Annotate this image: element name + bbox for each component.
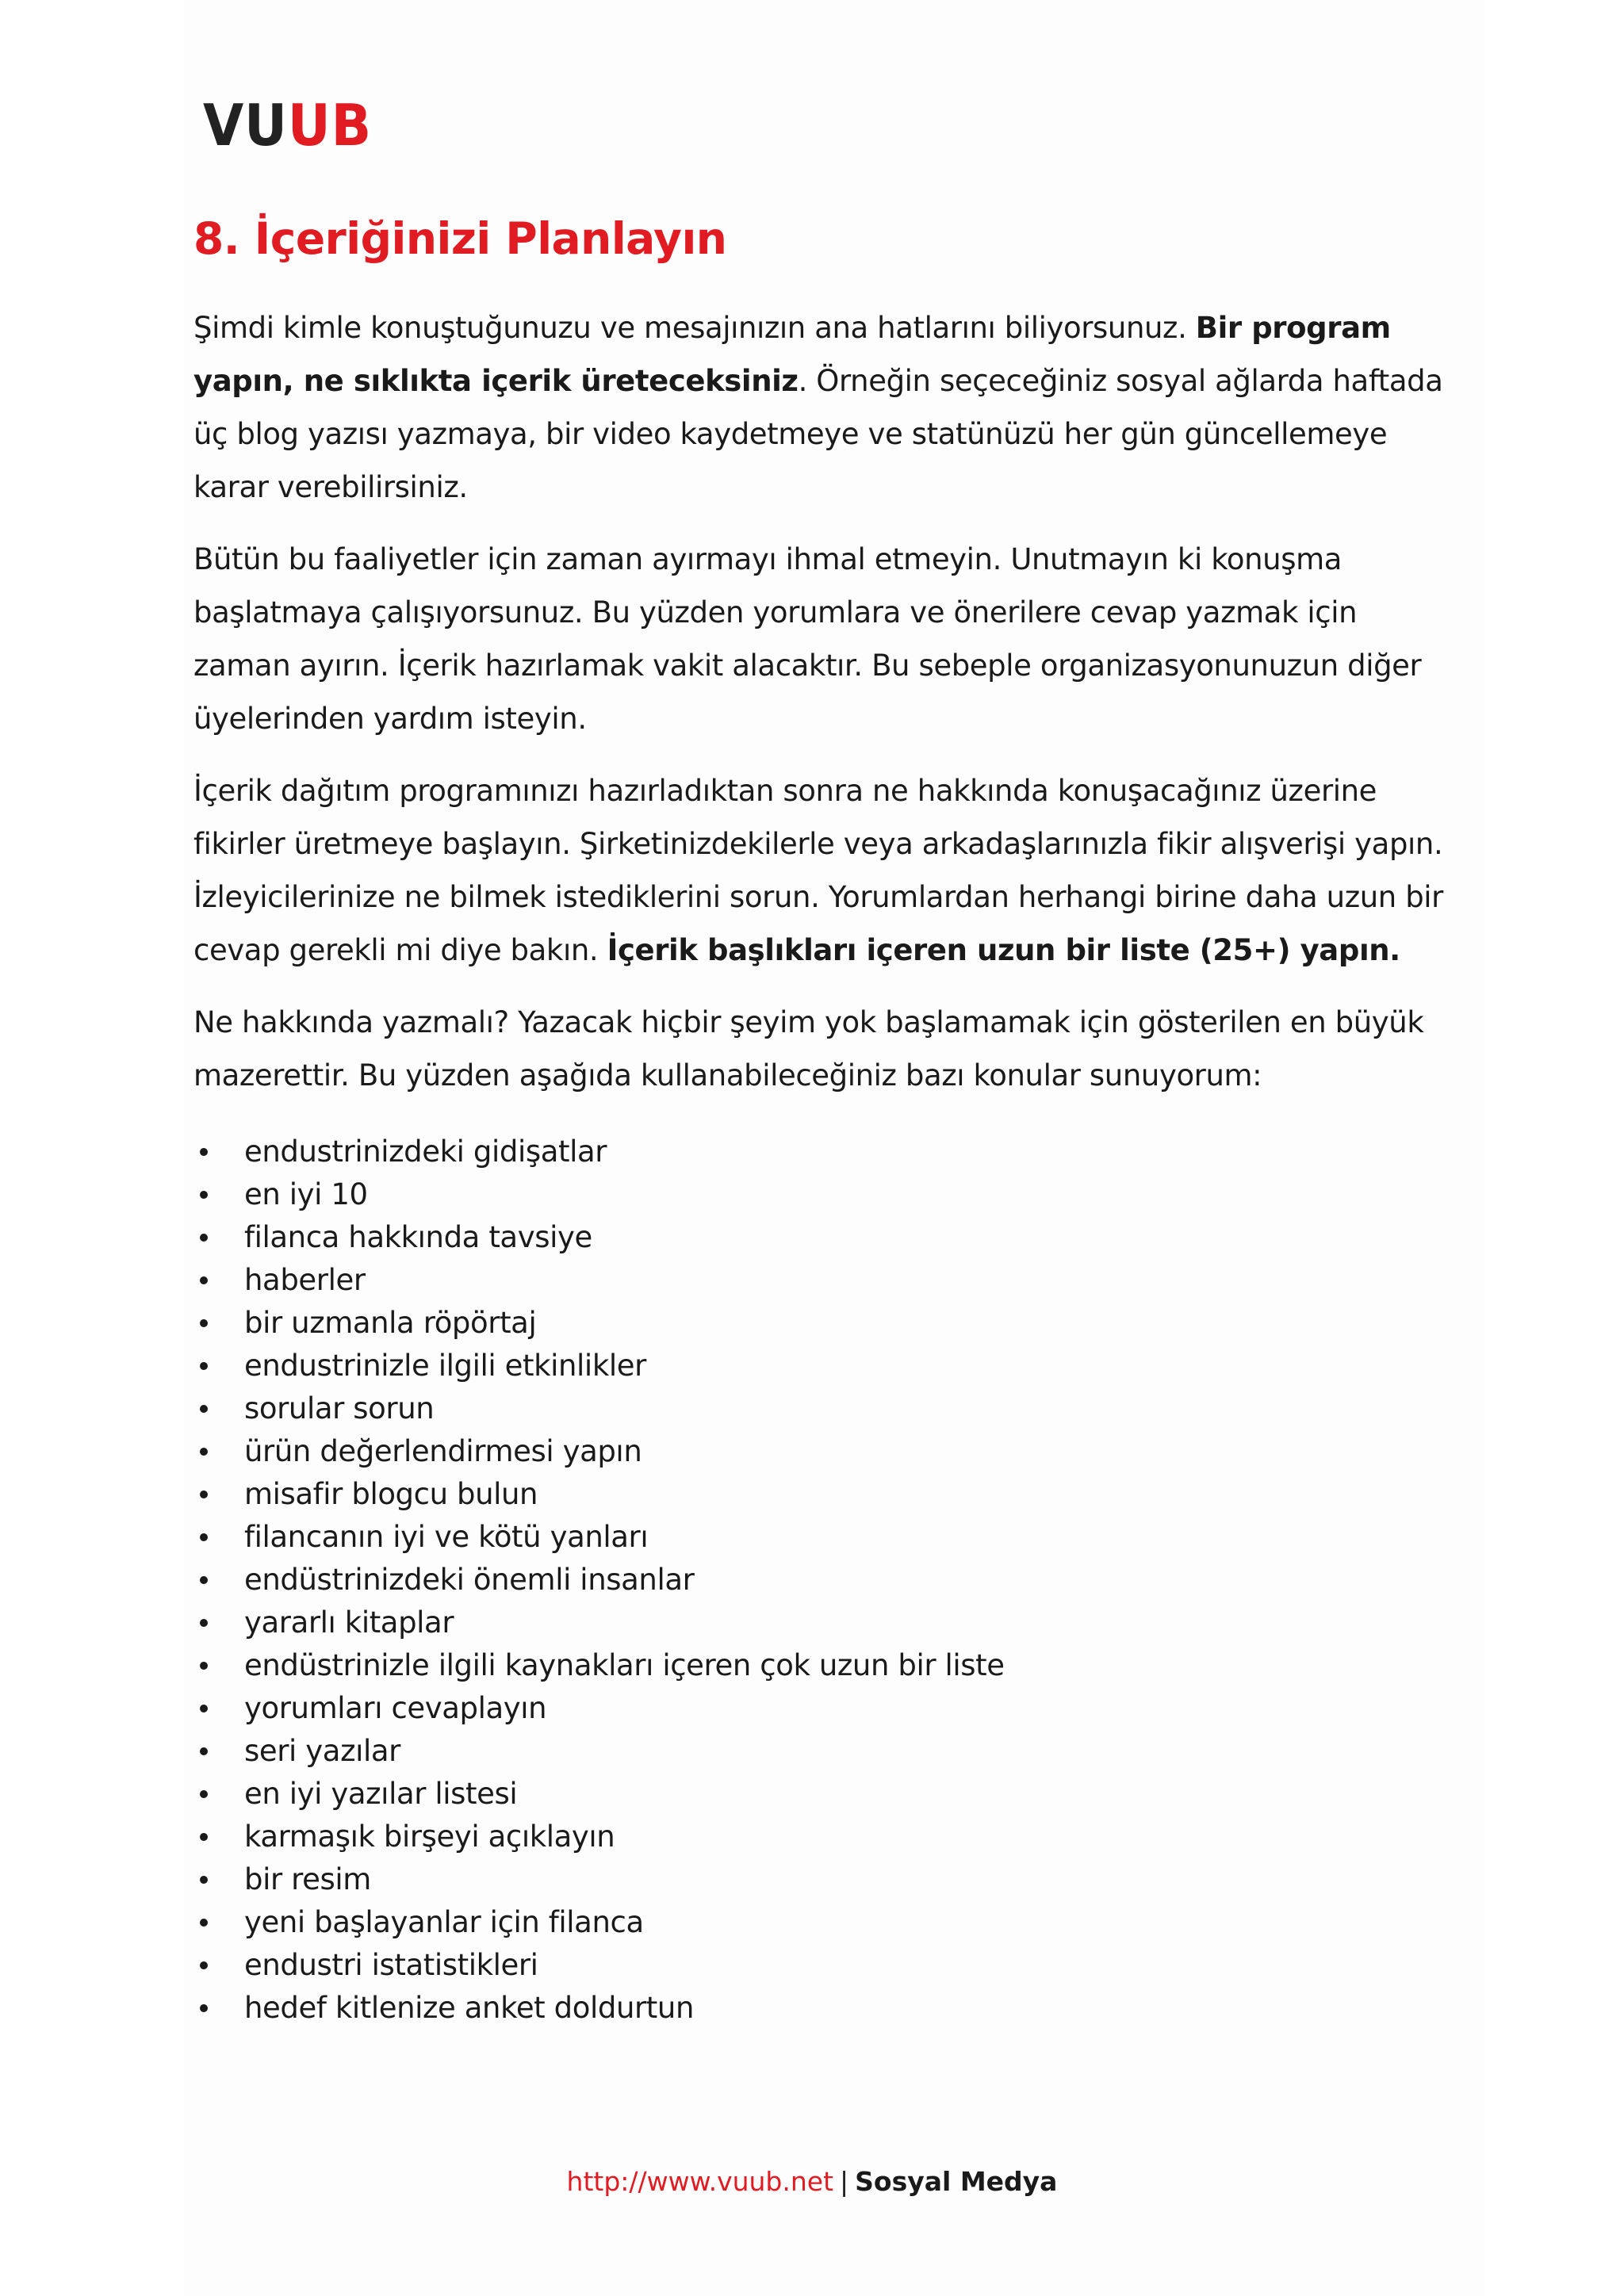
list-item — [193, 1601, 1446, 1644]
paragraph-time: Bütün bu faaliyetler için zaman ayırmayı ihmal etmeyin. Unutmayın ki konuşma başlatmaya çalışıyorsunuz. Bu yüzden yorumlara ve önerilere cevap yazmak için zaman ayırın. İçerik hazırlamak vakit alacaktır. Bu sebeple organizasyonunuzun diğer üyelerinden yardım isteyin. — [193, 542, 1422, 736]
paragraph-ideas — [193, 764, 1446, 977]
list-item — [193, 1473, 1446, 1516]
list-item-text: filanca hakkında tavsiye — [244, 1220, 592, 1254]
bullet-icon — [200, 1790, 208, 1798]
list-item-text: filancanın iyi ve kötü yanları — [244, 1520, 649, 1554]
list-item-text: sorular sorun — [244, 1391, 435, 1425]
list-item-text: endustrinizdeki gidişatlar — [244, 1135, 607, 1169]
list-item-text: en iyi yazılar listesi — [244, 1777, 518, 1811]
list-item — [193, 1559, 1446, 1601]
list-item — [193, 1216, 1446, 1259]
bullet-icon — [200, 1490, 208, 1498]
footer-section-title: Sosyal Medya — [855, 2166, 1058, 2197]
footer-separator: | — [840, 2166, 849, 2197]
list-item — [193, 1259, 1446, 1302]
bullet-icon — [200, 1747, 208, 1755]
list-item — [193, 1302, 1446, 1345]
paragraph-text: Şimdi kimle konuştuğunuzu ve mesajınızın ana hatlarını biliyorsunuz. — [193, 311, 1196, 345]
bullet-icon — [200, 1405, 208, 1413]
list-item-text: en iyi 10 — [244, 1177, 368, 1211]
list-item-text: yeni başlayanlar için filanca — [244, 1905, 644, 1939]
bullet-icon — [200, 1533, 208, 1541]
list-item — [193, 1687, 1446, 1730]
logo-red-part: UB — [287, 92, 373, 159]
logo-dark-part: VU — [203, 92, 288, 159]
bullet-icon — [200, 1448, 208, 1456]
bullet-icon — [200, 1876, 208, 1884]
bullet-icon — [200, 1362, 208, 1370]
bullet-icon — [200, 1576, 208, 1584]
list-item-text: misafir blogcu bulun — [244, 1477, 538, 1511]
list-item-text: hedef kitlenize anket doldurtun — [244, 1991, 695, 2025]
bullet-icon — [200, 1276, 208, 1284]
list-item — [193, 1387, 1446, 1430]
list-item — [193, 1816, 1446, 1858]
paragraph-emphasis: Bir program yapın, ne sıklıkta içerik üreteceksiniz — [193, 311, 1391, 398]
bullet-icon — [200, 1833, 208, 1841]
list-item-text: bir uzmanla röpörtaj — [244, 1306, 537, 1340]
list-item — [193, 1131, 1446, 1173]
footer-website-link[interactable]: http://www.vuub.net — [566, 2166, 834, 2197]
list-item — [193, 1730, 1446, 1773]
paragraph-topics-intro: Ne hakkında yazmalı? Yazacak hiçbir şeyim yok başlamamak için gösterilen en büyük mazerettir. Bu yüzden aşağıda kullanabileceğiniz bazı konular sunuyorum: — [193, 1005, 1424, 1093]
bullet-icon — [200, 1705, 208, 1712]
list-item-text: yorumları cevaplayın — [244, 1691, 547, 1725]
list-item — [193, 1773, 1446, 1816]
page-footer — [0, 2166, 1624, 2198]
list-item-text: endustrinizle ilgili etkinlikler — [244, 1349, 646, 1383]
section-heading: 8. İçeriğinizi Planlayın — [193, 213, 727, 264]
article-content — [193, 212, 1446, 2030]
list-item — [193, 1901, 1446, 1944]
list-item — [193, 1345, 1446, 1387]
list-item-text: ürün değerlendirmesi yapın — [244, 1434, 642, 1468]
list-item-text: endüstrinizle ilgili kaynakları içeren çok uzun bir liste — [244, 1648, 1005, 1682]
list-item — [193, 1644, 1446, 1687]
list-item-text: yararlı kitaplar — [244, 1605, 454, 1640]
bullet-icon — [200, 1919, 208, 1927]
paragraph-emphasis: İçerik başlıkları içeren uzun bir liste (25+) yapın. — [607, 933, 1400, 967]
bullet-icon — [200, 1961, 208, 1969]
list-item-text: endustri istatistikleri — [244, 1948, 538, 1982]
list-item-text: endüstrinizdeki önemli insanlar — [244, 1563, 695, 1597]
list-item — [193, 1173, 1446, 1216]
bullet-icon — [200, 1662, 208, 1670]
bullet-icon — [200, 1619, 208, 1627]
list-item — [193, 1516, 1446, 1559]
bullet-icon — [200, 1234, 208, 1242]
list-item — [193, 1987, 1446, 2030]
paragraph-schedule — [193, 301, 1446, 514]
list-item — [193, 1430, 1446, 1473]
paragraph-text: . Örneğin seçeceğiniz sosyal ağlarda haftada üç blog yazısı yazmaya, bir video kaydetmeye ve statünüzü her gün güncellemeye karar verebilirsiniz. — [193, 364, 1443, 504]
list-item-text: bir resim — [244, 1862, 371, 1896]
bullet-icon — [200, 1148, 208, 1156]
paragraph-text: İçerik dağıtım programınızı hazırladıktan sonra ne hakkında konuşacağınız üzerine fikirler üretmeye başlayın. Şirketinizdekilerle veya arkadaşlarınızla fikir alışverişi yapın. İzleyicilerinize ne bilmek istediklerini sorun. Yorumlardan herhangi birine daha uzun bir cevap gerekli mi diye bakın. — [193, 774, 1443, 967]
bullet-icon — [200, 1191, 208, 1199]
list-item-text: haberler — [244, 1263, 366, 1297]
vuub-logo — [203, 92, 373, 159]
list-item-text: seri yazılar — [244, 1734, 400, 1768]
bullet-icon — [200, 1319, 208, 1327]
list-item — [193, 1944, 1446, 1987]
bullet-icon — [200, 2004, 208, 2012]
list-item-text: karmaşık birşeyi açıklayın — [244, 1820, 615, 1854]
list-item — [193, 1858, 1446, 1901]
topics-list — [193, 1131, 1446, 2030]
